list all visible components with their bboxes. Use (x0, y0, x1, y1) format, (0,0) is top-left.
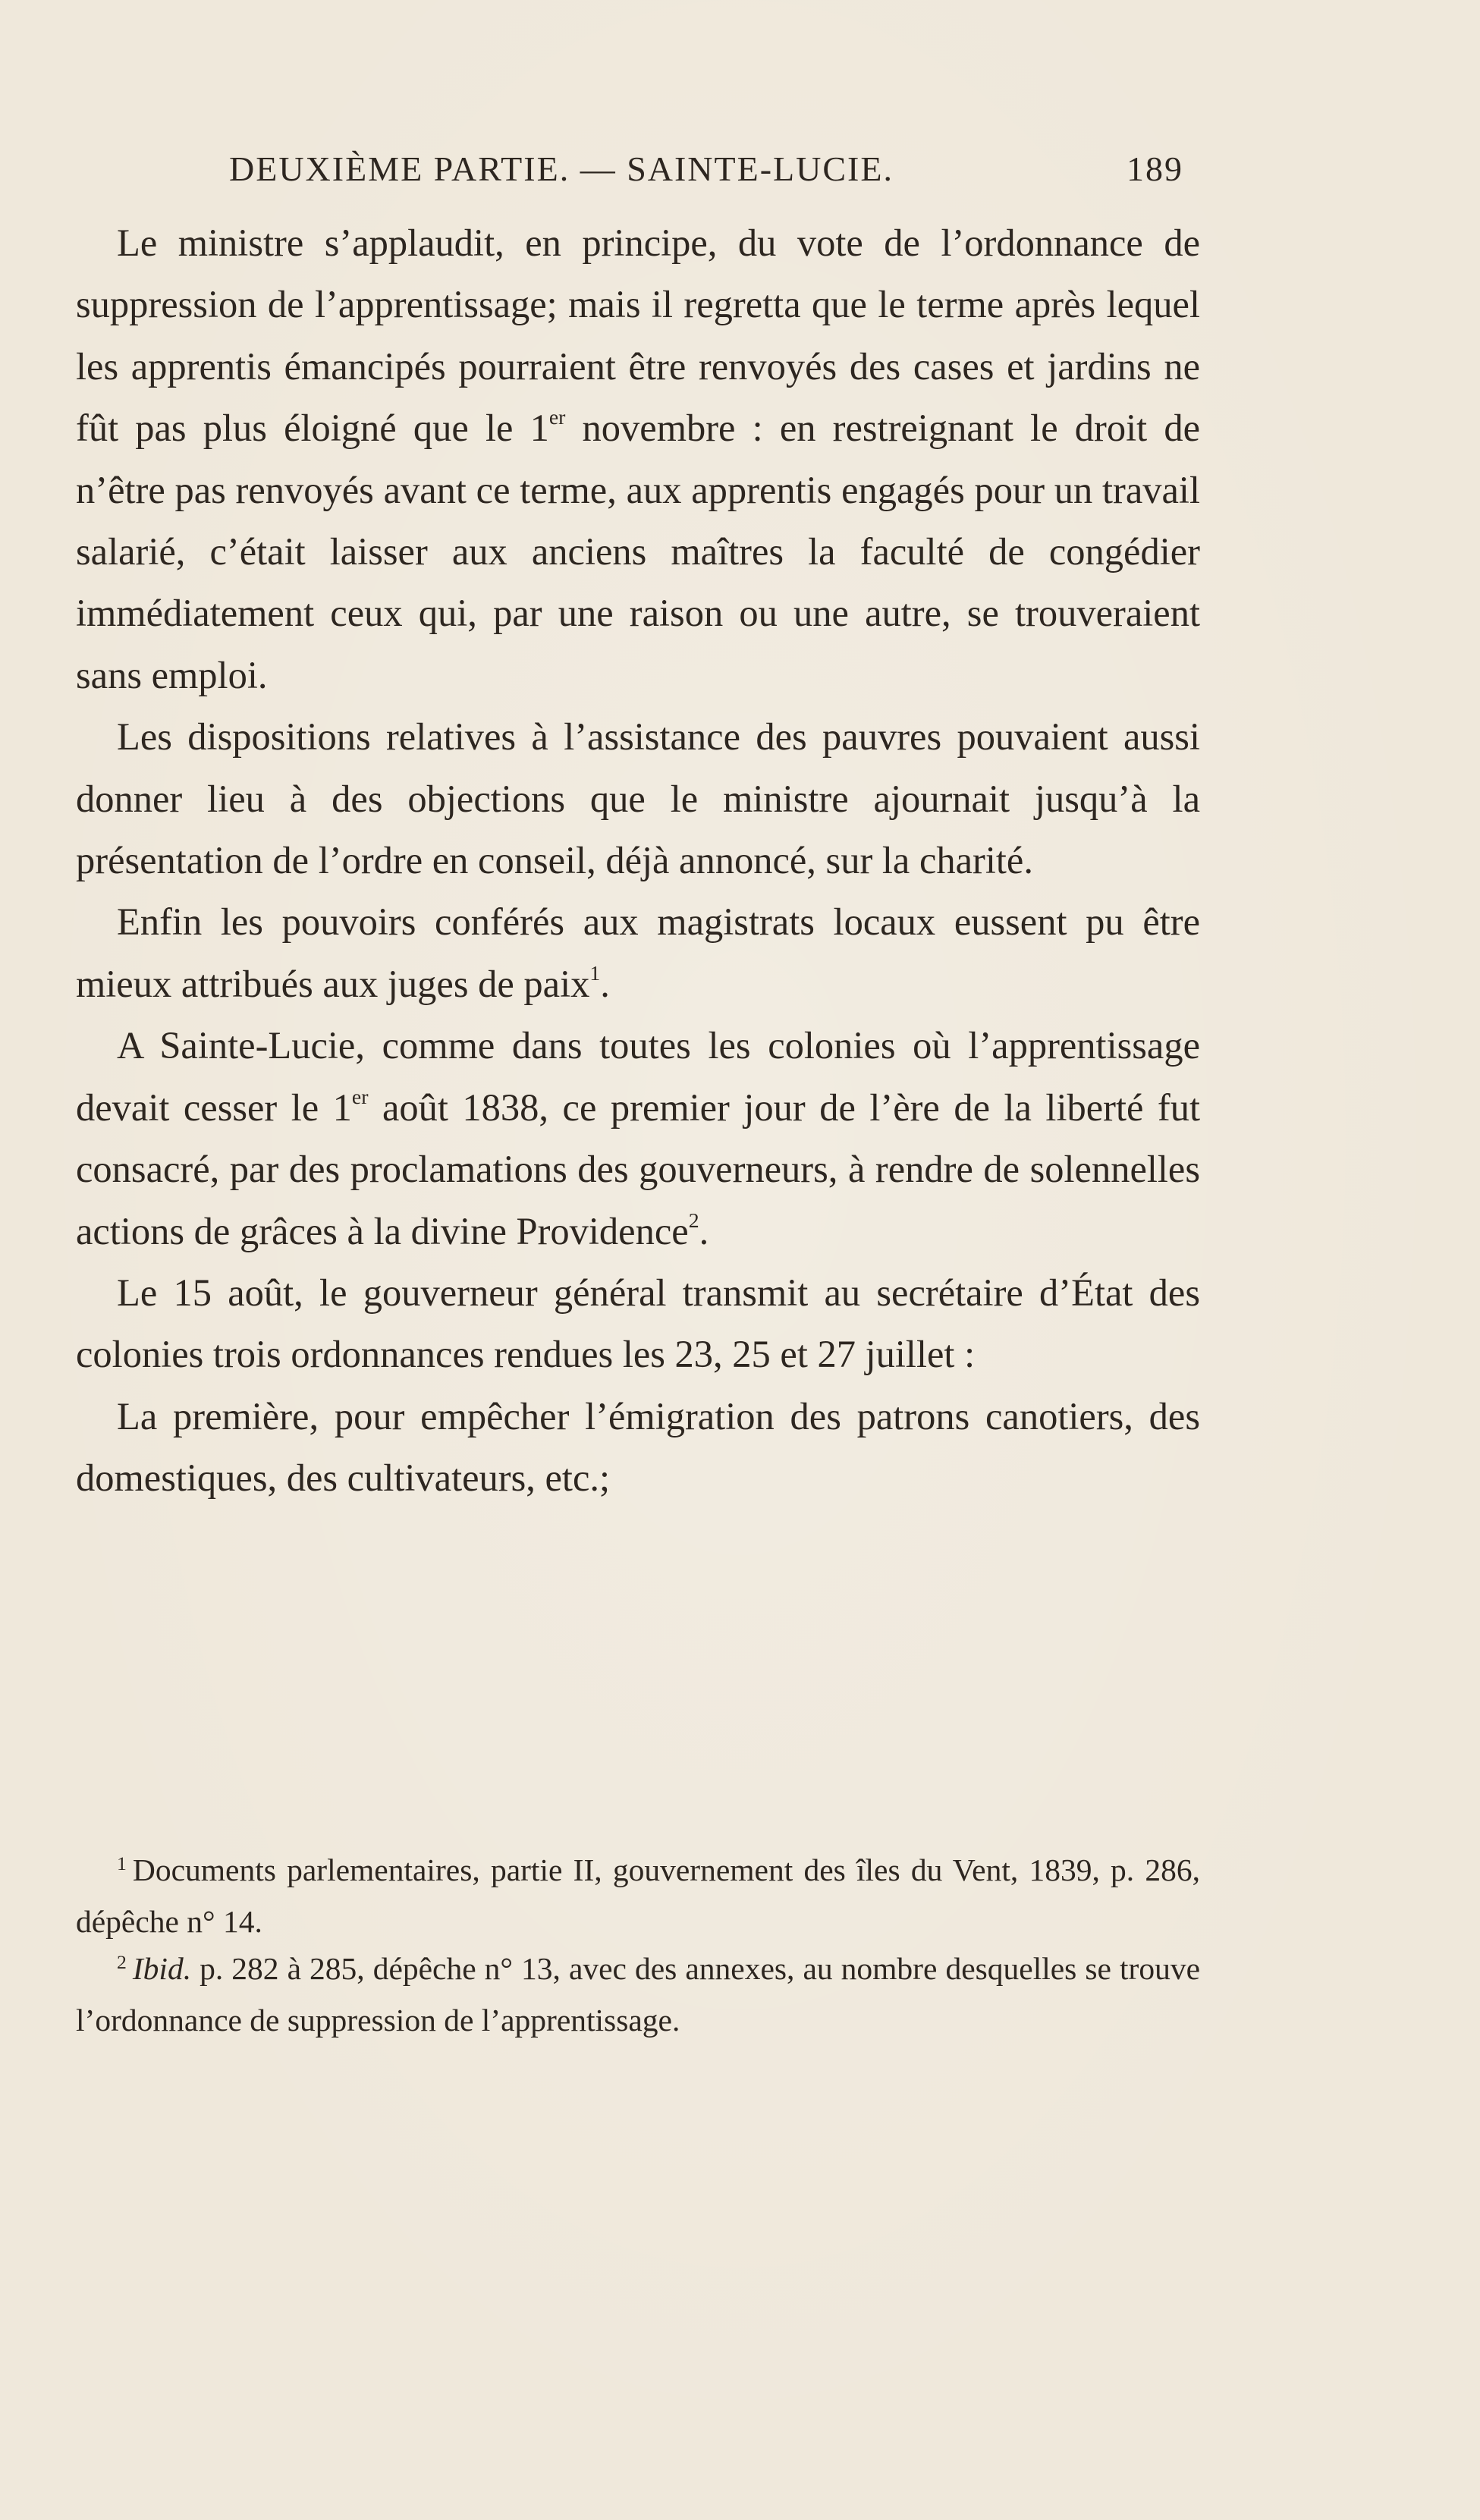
footnote-1 (76, 1846, 1200, 1945)
paragraph-3-text: Enfin les pouvoirs conférés aux magistrats locaux eussent pu être mieux attribués aux juges de paix (76, 900, 1200, 1005)
paragraph-2: Les dispositions relatives à l’assistance des pauvres pouvaient aussi donner lieu à des objections que le ministre ajournait jusqu’à la présentation de l’ordre en conseil, déjà annoncé, sur la charité. (76, 715, 1200, 882)
paragraph-1-number: 1 (529, 407, 549, 450)
running-header (76, 149, 1183, 202)
paragraph-4 (76, 1015, 1200, 1262)
running-title: DEUXIÈME PARTIE. — SAINTE-LUCIE. (229, 149, 894, 188)
footnote-ref-1: 1 (589, 961, 601, 985)
footnote-1-mark: 1 (117, 1852, 127, 1874)
paragraph-1-superscript: er (548, 406, 566, 430)
footnotes (76, 1846, 1200, 2044)
paragraph-4-superscript: er (351, 1085, 369, 1109)
footnote-2-mark: 2 (117, 1950, 127, 1973)
paragraph-3 (76, 891, 1200, 1015)
paragraph-1-text-b: novembre : en restreignant le droit de n’être pas renvoyés avant ce terme, aux apprentis engagés pour un travail salarié, c’était laisser aux anciens maîtres la faculté de congédier immédiatement ceux qui, par une raison ou une autre, se trouveraient sans emploi. (76, 407, 1200, 696)
paragraph-4-number: 1 (332, 1086, 352, 1129)
footnote-2-ibid: Ibid. (132, 1951, 192, 1986)
paragraph-4-text-a: A Sainte-Lucie, comme dans toutes les colonies où l’apprentissage devait cesser le (76, 1024, 1200, 1129)
paragraph-4-end: . (699, 1209, 709, 1252)
footnote-2-text: p. 282 à 285, dépêche n° 13, avec des annexes, au nombre desquelles se trouve l’ordonnance de suppression de l’apprentissage. (76, 1951, 1200, 2038)
paragraph-3-end: . (600, 962, 610, 1005)
paragraph-1 (76, 212, 1200, 706)
main-text (76, 212, 1200, 1510)
footnote-1-text: Documents parlementaires, partie II, gouvernement des îles du Vent, 1839, p. 286, dépêche n° 14. (76, 1852, 1200, 1939)
footnote-2 (76, 1945, 1200, 2044)
footnote-ref-2: 2 (688, 1208, 699, 1233)
page-number: 189 (1126, 149, 1183, 188)
paragraph-5: Le 15 août, le gouverneur général transmit au secrétaire d’État des colonies trois ordonnances rendues les 23, 25 et 27 juillet : (76, 1271, 1200, 1376)
paragraph-4-text-b: août 1838, ce premier jour de l’ère de la liberté fut consacré, par des proclamations des gouverneurs, à rendre de solennelles actions de grâces à la divine Providence (76, 1086, 1200, 1252)
paragraph-6: La première, pour empêcher l’émigration des patrons canotiers, des domestiques, des cultivateurs, etc.; (76, 1394, 1200, 1500)
paragraph-1-text-a: Le ministre s’applaudit, en principe, du vote de l’ordonnance de suppression de l’apprentissage; mais il regretta que le terme après lequel les apprentis émancipés pourraient être renvoyés des cases et jardins ne fût pas plus éloigné que le (76, 222, 1200, 450)
